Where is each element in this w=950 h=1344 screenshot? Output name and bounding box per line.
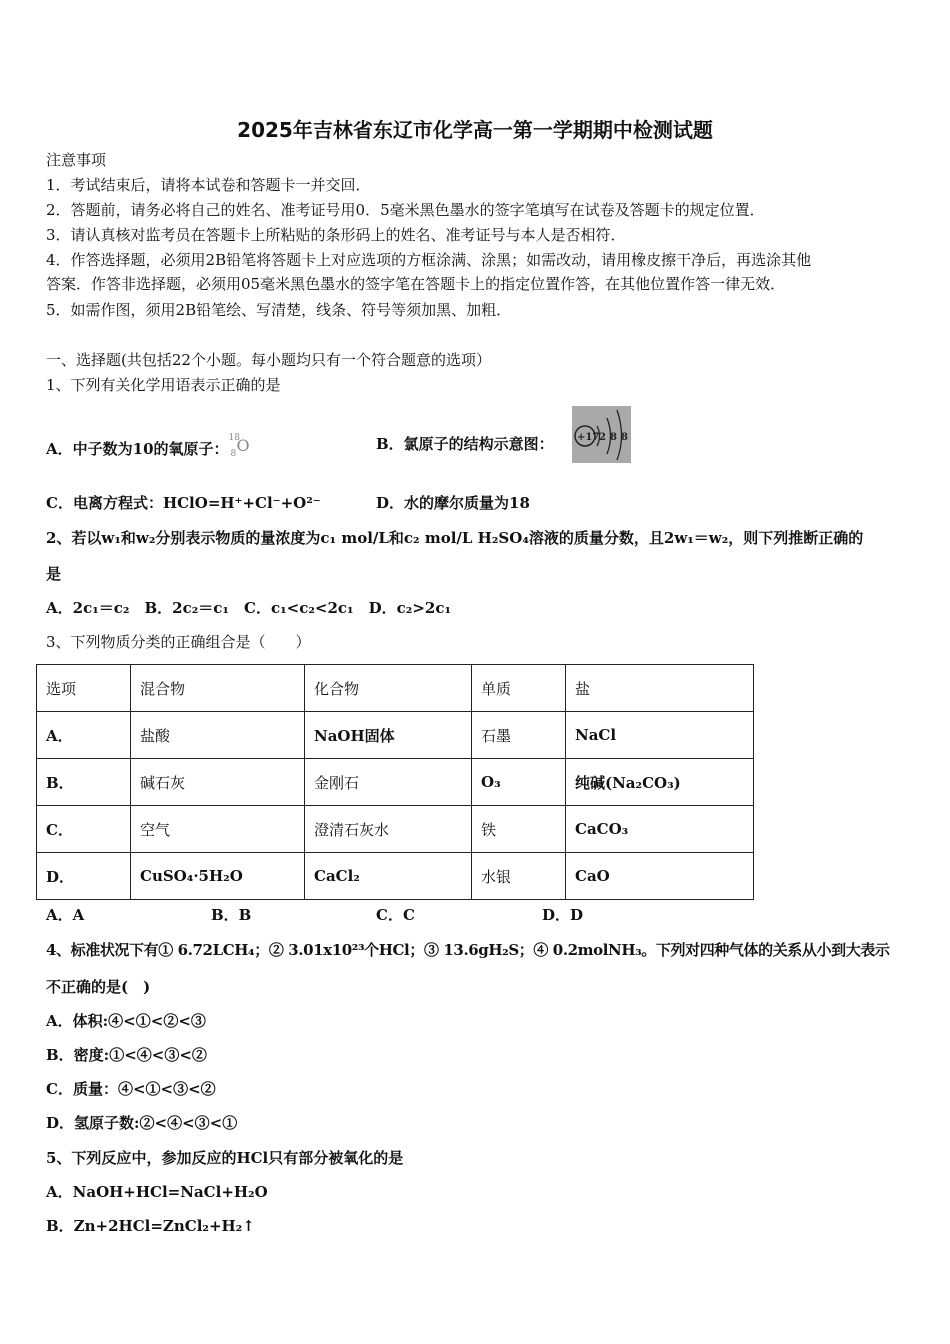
chlorine-atom-diagram [572, 406, 631, 463]
notice-item: 5．如需作图，须用2B铅笔绘、写清楚，线条、符号等须加黑、加粗． [46, 301, 512, 319]
q3-option-b: B．B [211, 906, 252, 924]
table-cell: D． [37, 853, 131, 900]
table-row [37, 806, 754, 853]
table-header: 混合物 [131, 665, 305, 712]
table-cell: CuSO₄·5H₂O [131, 853, 305, 900]
table-header: 化合物 [305, 665, 472, 712]
table-cell: O₃ [472, 759, 566, 806]
table-cell: 盐酸 [131, 712, 305, 759]
table-cell: CaO [566, 853, 754, 900]
classification-table [36, 664, 754, 900]
q5-option-b: B．Zn+2HCl=ZnCl₂+H₂↑ [46, 1217, 255, 1235]
table-cell: B． [37, 759, 131, 806]
q1-option-d: D．水的摩尔质量为18 [376, 494, 530, 512]
table-header: 单质 [472, 665, 566, 712]
notice-item: 3．请认真核对监考员在答题卡上所粘贴的条形码上的姓名、准考证号与本人是否相符． [46, 226, 626, 244]
q4-option-c: C．质量：④<①<③<② [46, 1080, 216, 1098]
svg-text:+17: +17 [577, 432, 600, 443]
q5-option-a: A．NaOH+HCl=NaCl+H₂O [46, 1183, 268, 1201]
table-header: 盐 [566, 665, 754, 712]
table-cell: 铁 [472, 806, 566, 853]
q1-option-b: B．氯原子的结构示意图： [376, 435, 554, 453]
table-cell: 空气 [131, 806, 305, 853]
table-cell: CaCO₃ [566, 806, 754, 853]
q3-stem: 3、下列物质分类的正确组合是（ ） [46, 633, 311, 651]
q2-options: A．2c₁＝c₂ B．2c₂＝c₁ C．c₁<c₂<2c₁ D．c₂>2c₁ [46, 599, 452, 617]
q1-stem: 1、下列有关化学用语表示正确的是 [46, 376, 281, 394]
q4-option-a: A．体积:④<①<②<③ [46, 1012, 206, 1030]
table-cell: 碱石灰 [131, 759, 305, 806]
q3-option-a: A．A [46, 906, 85, 924]
table-header: 选项 [37, 665, 131, 712]
page-title: 2025年吉林省东辽市化学高一第一学期期中检测试题 [237, 118, 713, 142]
q4-option-b: B．密度:①<④<③<② [46, 1046, 207, 1064]
svg-text:8: 8 [610, 432, 617, 443]
q2-stem-cont: 是 [46, 565, 62, 583]
q3-option-c: C．C [376, 906, 415, 924]
table-cell: 金刚石 [305, 759, 472, 806]
q1-option-a-text: A．中子数为10的氧原子： [46, 440, 229, 458]
table-cell: NaCl [566, 712, 754, 759]
notice-item: 2．答题前，请务必将自己的姓名、准考证号用0．5毫米黑色墨水的签字笔填写在试卷及答题卡的规定位置． [46, 201, 765, 219]
table-cell: 纯碱(Na₂CO₃) [566, 759, 754, 806]
q4-stem: 4、标准状况下有① 6.72LCH₄；② 3.01x10²³个HCl；③ 13.6gH₂S；④ 0.2molNH₃。下列对四种气体的关系从小到大表示 [46, 941, 890, 959]
q2-stem: 2、若以w₁和w₂分别表示物质的量浓度为c₁ mol/L和c₂ mol/L H₂SO₄溶液的质量分数，且2w₁＝w₂，则下列推断正确的 [46, 529, 864, 547]
table-header-row [37, 665, 754, 712]
notice-item: 答案．作答非选择题，必须用05毫米黑色墨水的签字笔在答题卡上的指定位置作答，在其他位置作答一律无效． [46, 275, 786, 293]
notice-heading: 注意事项 [46, 151, 107, 169]
q4-stem-cont: 不正确的是( ) [46, 978, 151, 996]
table-cell: A． [37, 712, 131, 759]
q1-option-c: C．电离方程式：HClO=H⁺+Cl⁻+O²⁻ [46, 494, 321, 512]
q5-stem: 5、下列反应中，参加反应的HCl只有部分被氧化的是 [46, 1149, 404, 1167]
table-cell: CaCl₂ [305, 853, 472, 900]
mass-number: 18 [228, 433, 240, 443]
table-cell: 水银 [472, 853, 566, 900]
table-cell: 澄清石灰水 [305, 806, 472, 853]
isotope-symbol [228, 433, 251, 459]
element-symbol: O [236, 436, 250, 455]
table-row [37, 759, 754, 806]
q1-option-a [46, 434, 251, 459]
svg-text:2: 2 [599, 432, 606, 443]
section-heading: 一、选择题(共包括22个小题。每小题均只有一个符合题意的选项） [46, 351, 491, 369]
table-cell: 石墨 [472, 712, 566, 759]
atomic-number: 8 [230, 449, 237, 459]
svg-text:8: 8 [621, 432, 628, 443]
q3-option-d: D．D [542, 906, 584, 924]
table-cell: NaOH固体 [305, 712, 472, 759]
q4-option-d: D．氢原子数:②<④<③<① [46, 1114, 238, 1132]
table-row [37, 712, 754, 759]
notice-item: 4．作答选择题，必须用2B铅笔将答题卡上对应选项的方框涂满、涂黑；如需改动，请用橡皮擦干净后，再选涂其他 [46, 251, 812, 269]
table-row [37, 853, 754, 900]
notice-item: 1．考试结束后，请将本试卷和答题卡一并交回． [46, 176, 371, 194]
table-cell: C． [37, 806, 131, 853]
